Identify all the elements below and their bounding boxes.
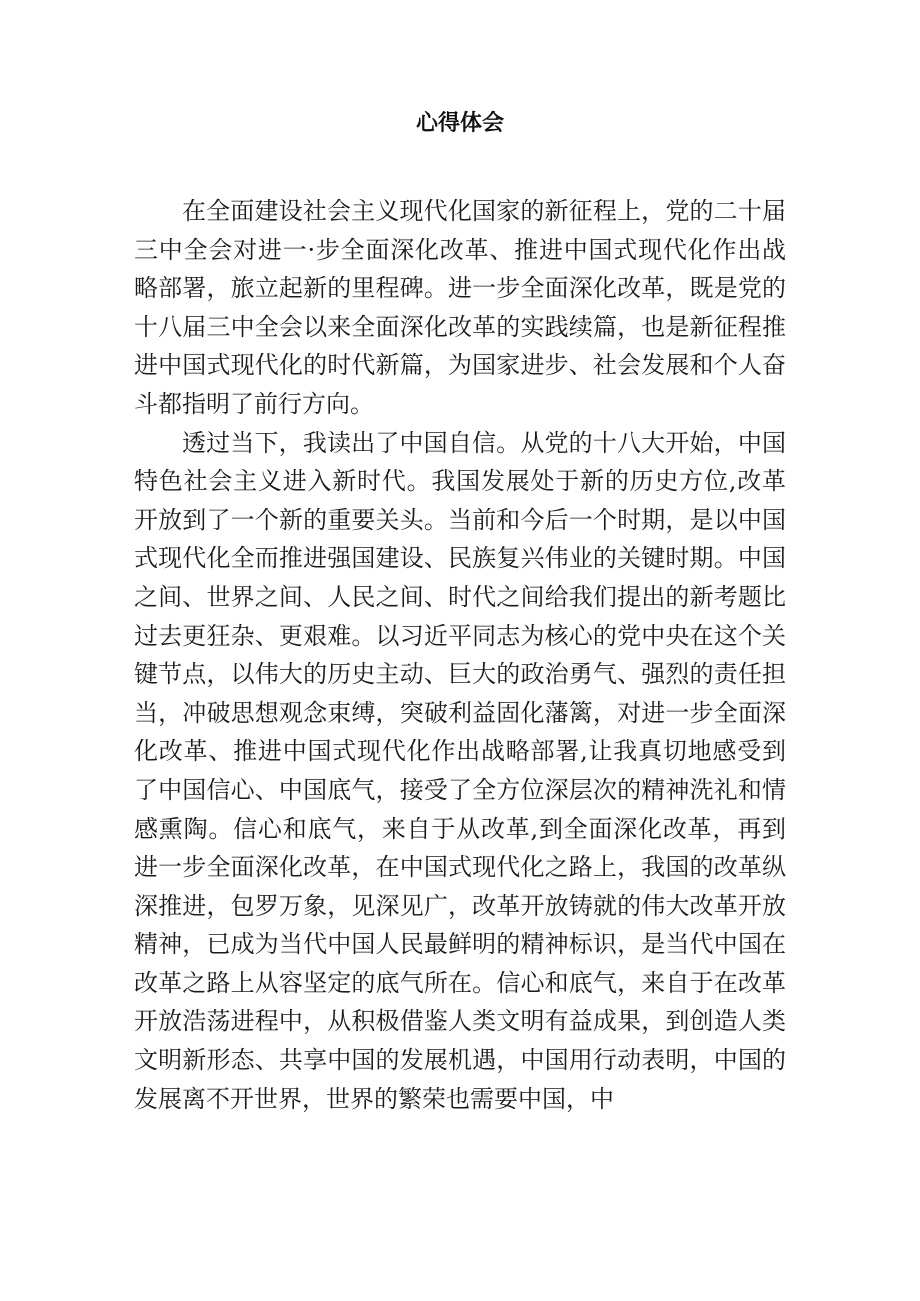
paragraph-1: 在全面建设社会主义现代化国家的新征程上，党的二十届三中全会对进一·步全面深化改革、推进中国式现代化作出战略部署，旅立起新的里程碑。进一步全面深化改革，既是党的十八届三中全会以来全面深化改革的实践续篇，也是新征程推进中国式现代化的时代新篇，为国家进步、社会发展和个人奋斗都指明了前行方向。 bbox=[134, 197, 786, 418]
paragraph-2: 透过当下，我读出了中国自信。从党的十八大开始，中国特色社会主义进入新时代。我国发展处于新的历史方位,改革开放到了一个新的重要关头。当前和今后一个时期，是以中国式现代化全而推进强国建设、民族复兴伟业的关键时期。中国之间、世界之间、人民之间、时代之间给我们提出的新考题比过去更狂杂、更艰难。以习近平同志为核心的党中央在这个关键节点，以伟大的历史主动、巨大的政治勇气、强烈的责任担当，冲破思想观念束缚，突破利益固化藩篱，对进一步全面深化改革、推进中国式现代化作出战略部署,让我真切地感受到了中国信心、中国底气，接受了全方位深层次的精神洗礼和情感熏陶。信心和底气，来自于从改革,到全面深化改革，再到进一步全面深化改革，在中国式现代化之路上，我国的改革纵深推进，包罗万象，见深见广，改革开放铸就的伟大改革开放精神，已成为当代中国人民最鲜明的精神标识，是当代中国在改革之路上从容坚定的底气所在。信心和底气，来自于在改革开放浩荡进程中，从积极借鉴人类文明有益成果，到创造人类文明新形态、共享中国的发展机遇，中国用行动表明，中国的发展离不开世界，世界的繁荣也需要中国，中 bbox=[134, 428, 786, 1113]
document-body bbox=[134, 192, 786, 1118]
document-title: 心得体会 bbox=[415, 111, 504, 136]
